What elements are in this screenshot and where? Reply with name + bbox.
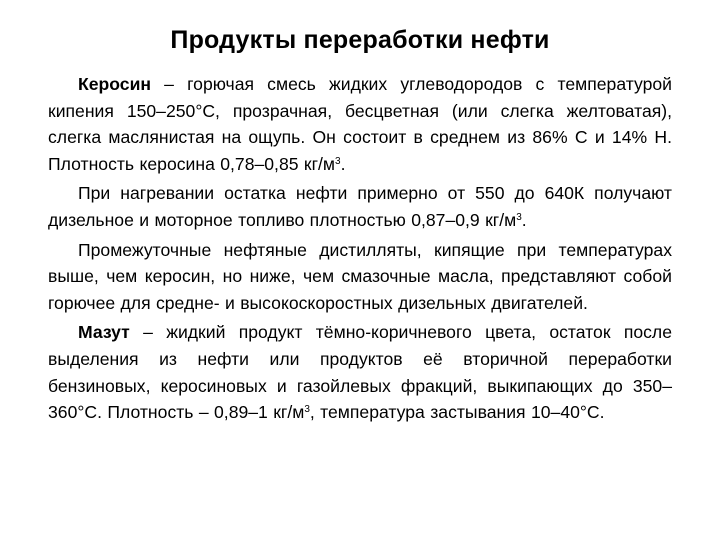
diesel-unit-superscript: 3 (516, 211, 522, 223)
term-kerosene: Керосин (78, 74, 152, 94)
slide-title: Продукты переработки нефти (170, 26, 550, 54)
paragraph-kerosene (48, 71, 672, 177)
kerosene-text-end: . (340, 153, 346, 174)
slide-body (48, 71, 672, 426)
kerosene-unit-superscript: 3 (335, 155, 341, 167)
mazut-unit-superscript: 3 (304, 404, 310, 416)
kerosene-text: – горючая смесь жидких углеводородов с температурой кипения 150–250°С, прозрачная, бесцветная (или слегка желтоватая), слегка маслянистая на ощупь. Он состоит в среднем из 86% С и 14% Н. Плотность керосина 0,78–0,85 кг/м (48, 74, 672, 174)
mazut-text: – жидкий продукт тёмно-коричневого цвета, остаток после выделения из нефти или продуктов её вторичной переработки бензиновых, керосиновых и газойлевых фракций, выкипающих до 350–360°С. Плотность – 0,89–1 кг/м (48, 322, 672, 423)
paragraph-diesel (48, 180, 672, 233)
paragraph-mazut (48, 319, 672, 425)
distillates-text: Промежуточные нефтяные дистилляты, кипящие при температурах выше, чем керосин, но ниже, чем смазочные масла, представляют собой горючее для средне- и высокоскоростных дизельных двигателей. (48, 239, 672, 313)
term-mazut: Мазут (78, 322, 130, 343)
diesel-text: При нагревании остатка нефти примерно от 550 до 640К получают дизельное и моторное топливо плотностью 0,87–0,9 кг/м (48, 183, 672, 230)
paragraph-distillates (48, 237, 672, 317)
mazut-text-end: , температура застывания 10–40°С. (309, 402, 605, 423)
diesel-text-end: . (521, 209, 527, 230)
